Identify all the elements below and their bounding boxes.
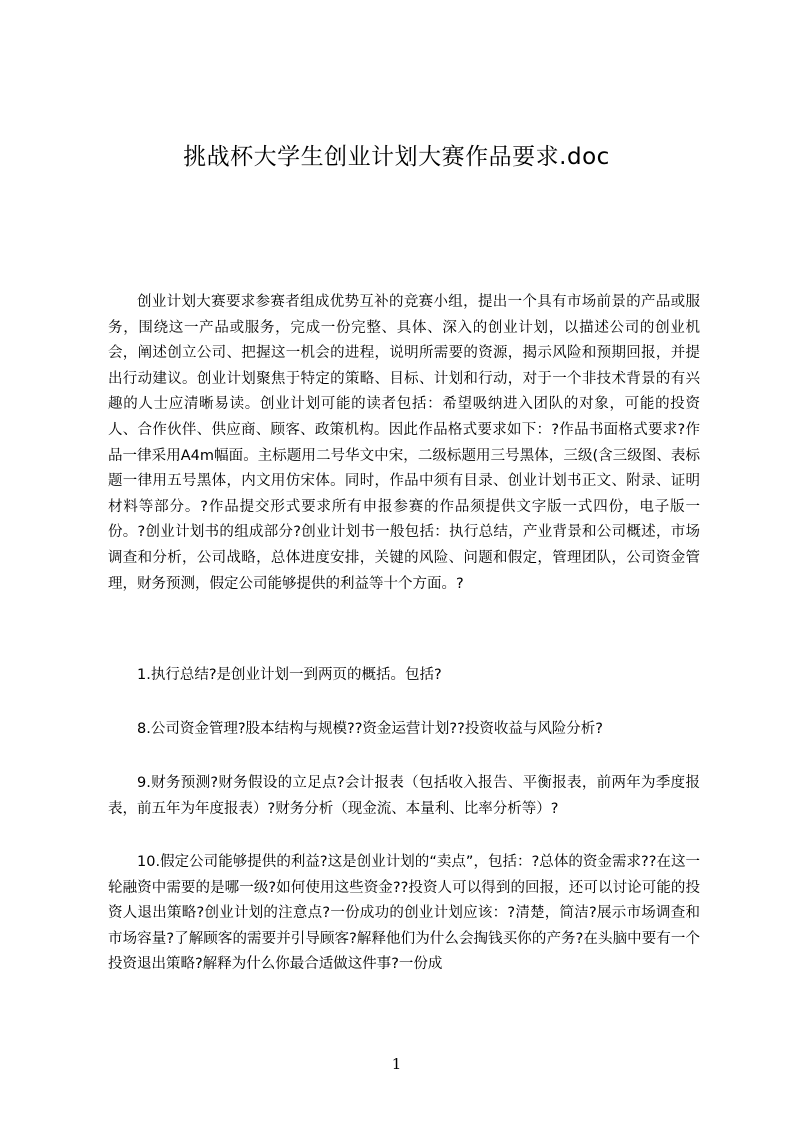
paragraph-financial-forecast: 9.财务预测?财务假设的立足点?会计报表（包括收入报告、平衡报表，前两年为季度报表，前五年为年度报表）?财务分析（现金流、本量利、比率分析等）? <box>108 775 700 817</box>
paragraph-intro: 创业计划大赛要求参赛者组成优势互补的竞赛小组，提出一个具有市场前景的产品或服务，围绕这一产品或服务，完成一份完整、具体、深入的创业计划，以描述公司的创业机会，阐述创立公司、把握这一机会的进程，说明所需要的资源，揭示风险和预期回报，并提出行动建议。创业计划聚焦于特定的策略、目标、计划和行动，对于一个非技术背景的有兴趣的人士应清晰易读。创业计划可能的读者包括：希望吸纳进入团队的对象，可能的投资人、合作伙伴、供应商、顾客、政策机构。因此作品格式要求如下：?作品书面格式要求?作品一律采用A4m幅面。主标题用二号华文中宋，二级标题用三号黑体，三级(含三级图、表标题一律用五号黑体，内文用仿宋体。同时，作品中须有目录、创业计划书正文、附录、证明材料等部分。?作品提交形式要求所有申报参赛的作品须提供文字版一式四份，电子版一份。?创业计划书的组成部分?创业计划书一般包括：执行总结，产业背景和公司概述，市场调查和分析，公司战略，总体进度安排，关键的风险、问题和假定，管理团队，公司资金管理，财务预测，假定公司能够提供的利益等十个方面。? <box>108 294 700 592</box>
page-number: 1 <box>391 1055 402 1073</box>
paragraph-fund-management: 8.公司资金管理?股本结构与规模??资金运营计划??投资收益与风险分析? <box>137 721 604 737</box>
document-title: 挑战杯大学生创业计划大赛作品要求.doc <box>183 144 610 170</box>
paragraph-executive-summary: 1.执行总结?是创业计划一到两页的概括。包括? <box>137 667 442 683</box>
paragraph-company-benefits: 10.假定公司能够提供的利益?这是创业计划的“卖点”，包括：?总体的资金需求??在这一轮融资中需要的是哪一级?如何使用这些资金??投资人可以得到的回报，还可以讨论可能的投资人退出策略?创业计划的注意点?一份成功的创业计划应该：?清楚，简洁?展示市场调查和市场容量?了解顾客的需要并引导顾客?解释他们为什么会掏钱买你的产务?在头脑中要有一个投资退出策略?解释为什么你最合适做这件事?一份成 <box>108 854 700 973</box>
